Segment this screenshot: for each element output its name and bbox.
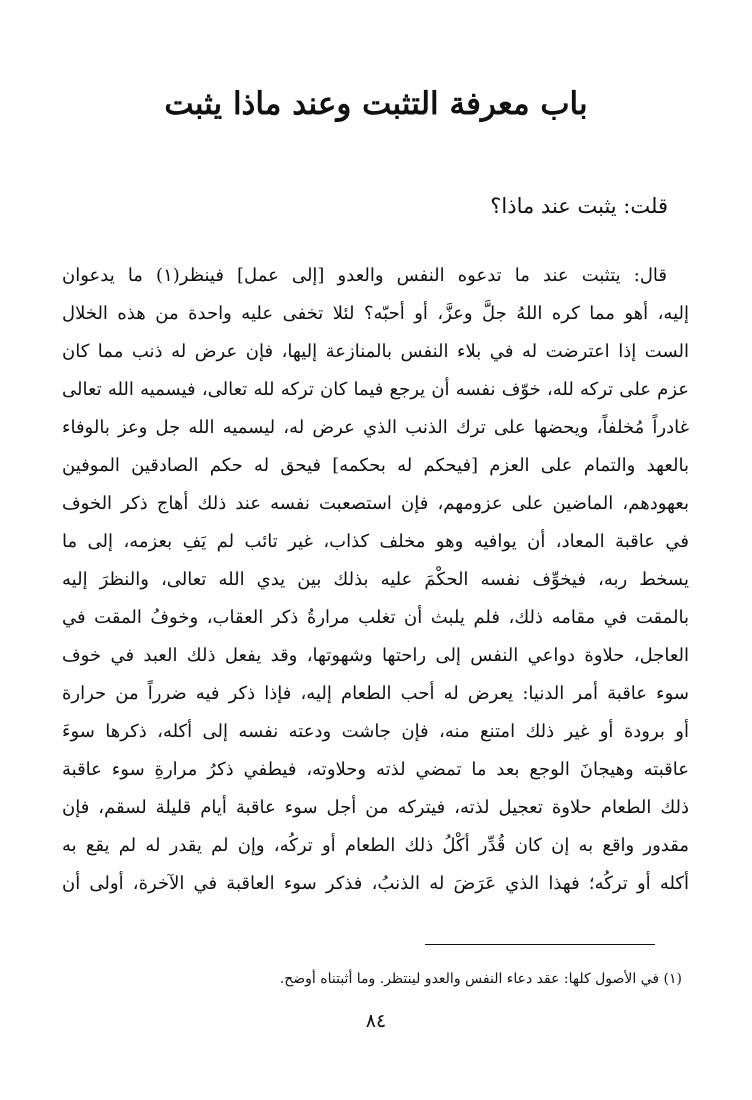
chapter-title: باب معرفة التثبت وعند ماذا يثبت <box>164 86 588 122</box>
text-line: أو برودة أو غير ذلك امتنع منه، فإن جاشت ودعته نفسه إلى أكله، ذكرها سوءَ <box>62 721 689 742</box>
text-line: العاجل، حلاوة دواعي النفس إلى راحتها وشهوتها، وقد يفعل ذلك العبد في خوف <box>62 645 689 666</box>
text-line: قال: يتثبت عند ما تدعوه النفس والعدو [إلى عمل] فينظر(١) ما يدعوان <box>62 265 668 286</box>
text-line: غادراً مُخلفاً، ويحضها على ترك الذنب الذي عرض له، ليسميه الله جل وعز بالوفاء <box>62 417 689 438</box>
text-line: بعهودهم، الماضين على عزومهم، فإن استصعبت نفسه عند ذلك أهاج ذكر الخوف <box>62 493 689 514</box>
text-line: إليه، أهو مما كره اللهُ جلَّ وعزَّ، أو أحبّه؟ لئلا تخفى عليه واحدة من هذه الخلال <box>62 303 689 324</box>
text-line: ذلك الطعام حلاوة تعجيل لذته، فيتركه من أجل سوء عاقبة أيام قليلة لسقم، فإن <box>62 797 689 818</box>
text-line: عاقبته وهيجانَ الوجع بعد ما تمضي لذته وحلاوته، فيطفي ذكرُ مرارةِ سوء عاقبة <box>62 759 689 780</box>
footnote-text: (١) في الأصول كلها: عقد دعاء النفس والعدو لينتظر. وما أثبتناه أوضح. <box>279 971 682 987</box>
text-line: سوء عاقبة أمر الدنيا: يعرض له أحب الطعام إليه، فإذا ذكر فيه ضرراً من حرارة <box>62 683 689 704</box>
text-line: بالعهد والتمام على العزم [فيحكم له بحكمه] فيحق له حكم الصادقين الموفين <box>62 455 689 476</box>
page-number: ٨٤ <box>365 1010 387 1032</box>
text-line: أكله أو تركُه؛ فهذا الذي عَرَضَ له الذنبُ، فذكر سوء العاقبة في الآخرة، أولى أن <box>62 873 689 894</box>
text-line: الست إذا اعترضت له في بلاء النفس بالمنازعة إليها، فإن عرض له ذنب مما كان <box>62 341 689 362</box>
text-line: بالمقت في مقامه ذلك، فلم يلبث أن تغلب مرارةُ ذكر العقاب، وخوفُ المقت في <box>62 607 689 628</box>
body-paragraph <box>62 257 689 903</box>
text-line: مقدور واقع به إن كان قُدِّر أكْلُ ذلك الطعام أو تركُه، وإن لم يقدر له لم يقع به <box>62 835 689 856</box>
question-text: قلت: يثبت عند ماذا؟ <box>490 194 668 218</box>
text-line: عزم على تركه لله، خوّف نفسه أن يرجع فيما كان تركه لله تعالى، فيسميه الله تعالى <box>62 379 689 400</box>
text-line: يسخط ربه، فيخوِّف نفسه الحكْمَ عليه بذلك بين يدي الله تعالى، والنظرَ إليه <box>62 569 689 590</box>
text-line: في عاقبة المعاد، أن يوافيه وهو مخلف كذاب، غير تائب لم يَفِ بعزمه، إلى ما <box>62 531 689 552</box>
footnote-divider <box>425 944 655 945</box>
